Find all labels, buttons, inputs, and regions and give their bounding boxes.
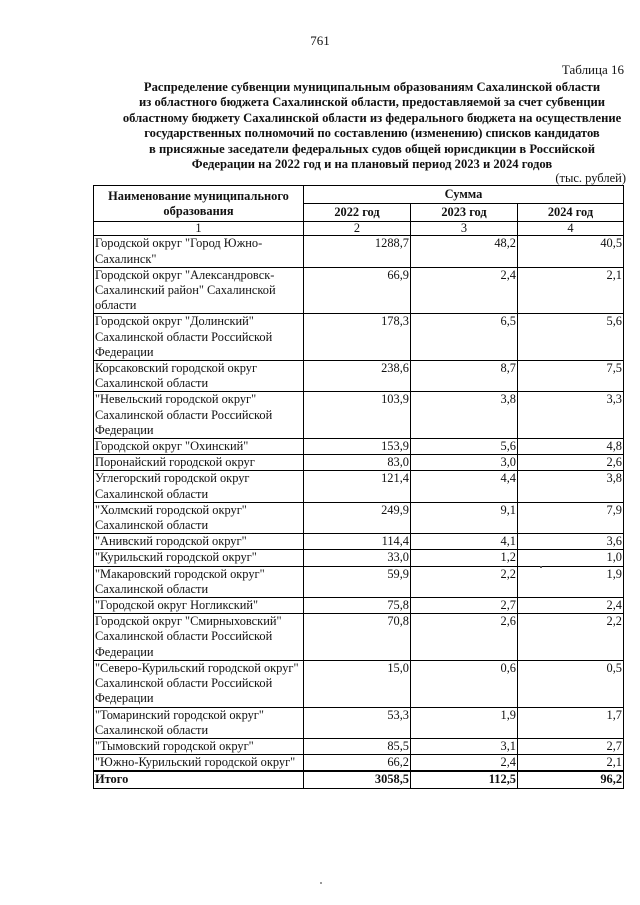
amount-2024-cell: 2,6 bbox=[518, 455, 624, 471]
table-row bbox=[94, 236, 624, 267]
document-title bbox=[92, 80, 640, 172]
amount-2022-cell: 249,9 bbox=[304, 502, 411, 533]
column-index: 4 bbox=[518, 222, 624, 236]
table-row bbox=[94, 550, 624, 566]
amount-2022-cell: 114,4 bbox=[304, 534, 411, 550]
table-row bbox=[94, 267, 624, 314]
scan-speck bbox=[540, 566, 542, 568]
table-row bbox=[94, 392, 624, 439]
amount-2024-cell: 4,8 bbox=[518, 439, 624, 455]
column-index: 3 bbox=[411, 222, 518, 236]
amount-2022-cell: 121,4 bbox=[304, 471, 411, 502]
amount-2023-cell: 5,6 bbox=[411, 439, 518, 455]
amount-2023-cell: 4,1 bbox=[411, 534, 518, 550]
amount-2022-cell: 15,0 bbox=[304, 660, 411, 707]
amount-2024-cell: 96,2 bbox=[518, 771, 624, 788]
title-line: из областного бюджета Сахалинской области, предоставляемой за счет субвенции bbox=[139, 95, 605, 110]
table-row bbox=[94, 439, 624, 455]
amount-2024-cell: 2,7 bbox=[518, 738, 624, 754]
municipality-name-cell: Городской округ "Долинский" Сахалинской области Российской Федерации bbox=[94, 314, 304, 361]
title-line: областному бюджету Сахалинской области из федерального бюджета на осуществление bbox=[122, 110, 622, 125]
amount-2022-cell: 66,9 bbox=[304, 267, 411, 314]
amount-2024-cell: 2,4 bbox=[518, 598, 624, 614]
municipality-name-cell: "Невельский городской округ" Сахалинской области Российской Федерации bbox=[94, 392, 304, 439]
title-line: в присяжные заседатели федеральных судов общей юрисдикции в Российской bbox=[149, 141, 595, 156]
amount-2023-cell: 112,5 bbox=[411, 771, 518, 788]
municipality-name-cell: "Анивский городской округ" bbox=[94, 534, 304, 550]
municipality-name-cell: "Тымовский городской округ" bbox=[94, 738, 304, 754]
municipality-name-cell: Итого bbox=[94, 771, 304, 788]
amount-2024-cell: 7,9 bbox=[518, 502, 624, 533]
amount-2024-cell: 2,2 bbox=[518, 614, 624, 661]
amount-2023-cell: 3,8 bbox=[411, 392, 518, 439]
amount-2023-cell: 9,1 bbox=[411, 502, 518, 533]
municipality-name-cell: Городской округ "Охинский" bbox=[94, 439, 304, 455]
amount-2022-cell: 178,3 bbox=[304, 314, 411, 361]
table-row bbox=[94, 738, 624, 754]
header-year-2024: 2024 год bbox=[518, 204, 624, 222]
amount-2023-cell: 2,2 bbox=[411, 566, 518, 597]
table-row bbox=[94, 755, 624, 772]
title-line: Распределение субвенции муниципальным образованиям Сахалинской области bbox=[143, 80, 601, 94]
amount-2024-cell: 1,9 bbox=[518, 566, 624, 597]
table-label: Таблица 16 bbox=[561, 62, 624, 77]
amount-2024-cell: 7,5 bbox=[518, 361, 624, 392]
header-municipality: Наименование муниципального образования bbox=[94, 186, 304, 222]
table-row bbox=[94, 314, 624, 361]
amount-2023-cell: 2,6 bbox=[411, 614, 518, 661]
table-row bbox=[94, 707, 624, 738]
amount-2024-cell: 5,6 bbox=[518, 314, 624, 361]
municipality-name-cell: Городской округ "Город Южно-Сахалинск" bbox=[94, 236, 304, 267]
amount-2023-cell: 1,9 bbox=[411, 707, 518, 738]
amount-2023-cell: 4,4 bbox=[411, 471, 518, 502]
municipality-name-cell: Городской округ "Александровск-Сахалинский район" Сахалинской области bbox=[94, 267, 304, 314]
amount-2024-cell: 3,3 bbox=[518, 392, 624, 439]
municipality-name-cell: Корсаковский городской округ Сахалинской области bbox=[94, 361, 304, 392]
table-row bbox=[94, 471, 624, 502]
table-row bbox=[94, 455, 624, 471]
column-index: 2 bbox=[304, 222, 411, 236]
municipality-name-cell: Углегорский городской округ Сахалинской области bbox=[94, 471, 304, 502]
municipality-name-cell: "Курильский городской округ" bbox=[94, 550, 304, 566]
municipality-name-cell: "Городской округ Ногликский" bbox=[94, 598, 304, 614]
page-number: 761 bbox=[310, 33, 330, 48]
municipality-name-cell: Поронайский городской округ bbox=[94, 455, 304, 471]
amount-2022-cell: 153,9 bbox=[304, 439, 411, 455]
table-body bbox=[94, 236, 624, 788]
amount-2022-cell: 66,2 bbox=[304, 755, 411, 772]
amount-2023-cell: 2,4 bbox=[411, 755, 518, 772]
amount-2024-cell: 1,0 bbox=[518, 550, 624, 566]
table-row bbox=[94, 502, 624, 533]
header-year-2023: 2023 год bbox=[411, 204, 518, 222]
amount-2023-cell: 8,7 bbox=[411, 361, 518, 392]
municipality-name-cell: "Холмский городской округ" Сахалинской области bbox=[94, 502, 304, 533]
amount-2024-cell: 0,5 bbox=[518, 660, 624, 707]
title-line: Федерации на 2022 год и на плановый период 2023 и 2024 годов bbox=[191, 157, 553, 172]
subvention-table bbox=[93, 185, 624, 789]
unit-label: (тыс. рублей) bbox=[555, 171, 626, 185]
scan-speck bbox=[320, 882, 322, 884]
column-index: 1 bbox=[94, 222, 304, 236]
amount-2023-cell: 3,0 bbox=[411, 455, 518, 471]
municipality-name-cell: "Северо-Курильский городской округ" Сахалинской области Российской Федерации bbox=[94, 660, 304, 707]
total-row bbox=[94, 771, 624, 788]
amount-2024-cell: 3,6 bbox=[518, 534, 624, 550]
header-year-2022: 2022 год bbox=[304, 204, 411, 222]
amount-2024-cell: 1,7 bbox=[518, 707, 624, 738]
amount-2023-cell: 2,7 bbox=[411, 598, 518, 614]
amount-2022-cell: 59,9 bbox=[304, 566, 411, 597]
amount-2023-cell: 48,2 bbox=[411, 236, 518, 267]
amount-2024-cell: 2,1 bbox=[518, 267, 624, 314]
amount-2022-cell: 238,6 bbox=[304, 361, 411, 392]
amount-2022-cell: 3058,5 bbox=[304, 771, 411, 788]
column-index-row bbox=[94, 222, 624, 236]
amount-2023-cell: 3,1 bbox=[411, 738, 518, 754]
table-row bbox=[94, 566, 624, 597]
table-row bbox=[94, 598, 624, 614]
header-sum: Сумма bbox=[304, 186, 624, 204]
amount-2022-cell: 53,3 bbox=[304, 707, 411, 738]
amount-2023-cell: 1,2 bbox=[411, 550, 518, 566]
municipality-name-cell: "Южно-Курильский городской округ" bbox=[94, 755, 304, 772]
amount-2022-cell: 85,5 bbox=[304, 738, 411, 754]
municipality-name-cell: "Макаровский городской округ" Сахалинской области bbox=[94, 566, 304, 597]
amount-2022-cell: 83,0 bbox=[304, 455, 411, 471]
amount-2022-cell: 75,8 bbox=[304, 598, 411, 614]
amount-2024-cell: 40,5 bbox=[518, 236, 624, 267]
amount-2024-cell: 2,1 bbox=[518, 755, 624, 772]
title-line: государственных полномочий по составлению (изменению) списков кандидатов bbox=[144, 126, 600, 141]
amount-2024-cell: 3,8 bbox=[518, 471, 624, 502]
amount-2022-cell: 70,8 bbox=[304, 614, 411, 661]
amount-2023-cell: 0,6 bbox=[411, 660, 518, 707]
table-row bbox=[94, 660, 624, 707]
amount-2023-cell: 6,5 bbox=[411, 314, 518, 361]
amount-2023-cell: 2,4 bbox=[411, 267, 518, 314]
amount-2022-cell: 103,9 bbox=[304, 392, 411, 439]
amount-2022-cell: 1288,7 bbox=[304, 236, 411, 267]
table-row bbox=[94, 614, 624, 661]
table-row bbox=[94, 361, 624, 392]
amount-2022-cell: 33,0 bbox=[304, 550, 411, 566]
table-row bbox=[94, 534, 624, 550]
municipality-name-cell: "Томаринский городской округ" Сахалинской области bbox=[94, 707, 304, 738]
municipality-name-cell: Городской округ "Смирныховский" Сахалинской области Российской Федерации bbox=[94, 614, 304, 661]
